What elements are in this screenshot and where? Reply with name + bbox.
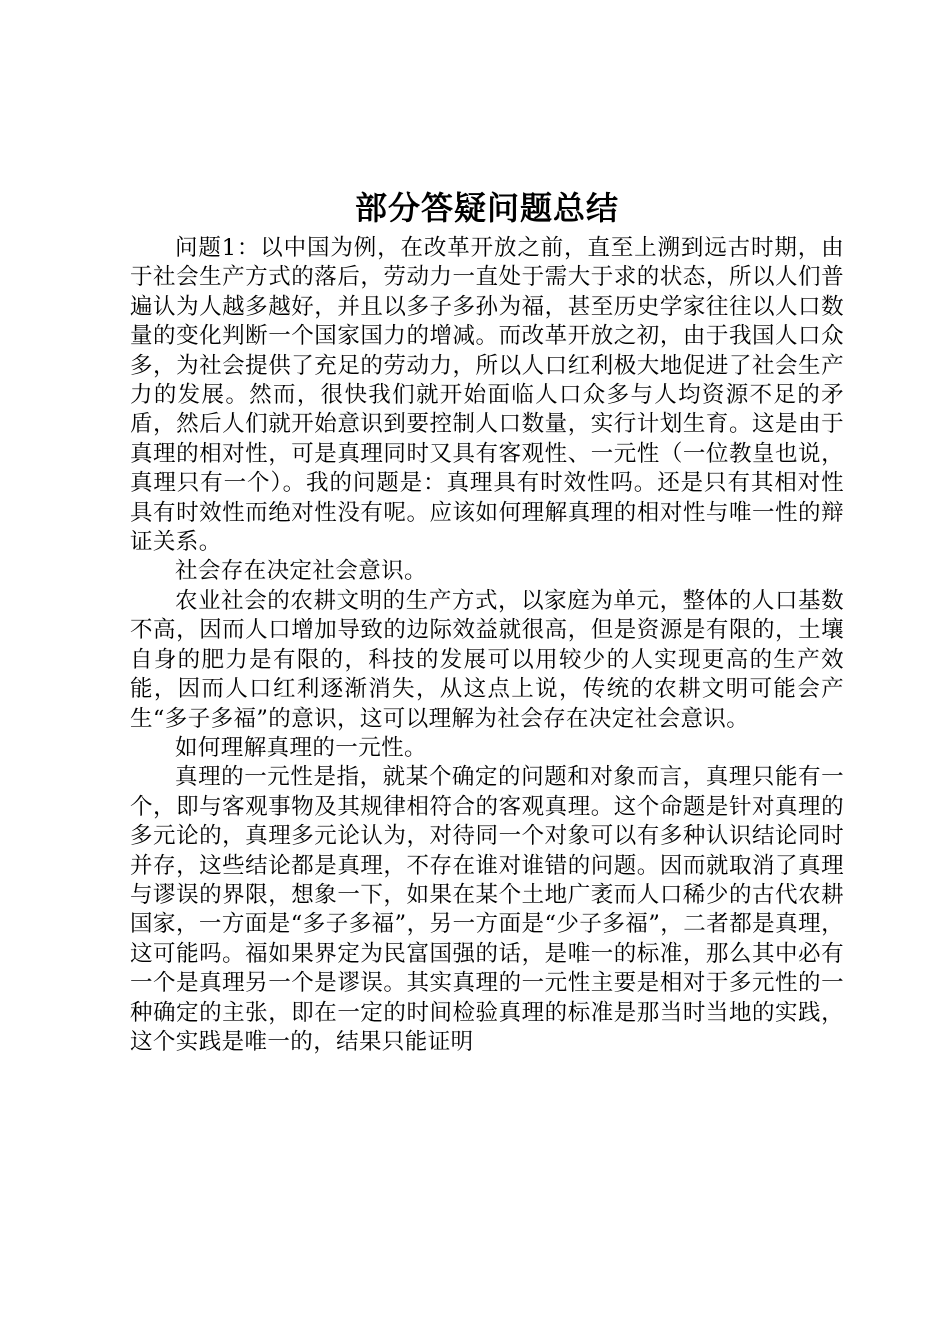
document-title: 部分答疑问题总结 (354, 189, 619, 227)
document-page (130, 188, 844, 1057)
paragraph-answer-heading: 社会存在决定社会意识。 (175, 558, 427, 585)
paragraph-answer-body: 农业社会的农耕文明的生产方式，以家庭为单元，整体的人口基数不高，因而人口增加导致的边际效益就很高，但是资源是有限的，土壤自身的肥力是有限的，科技的发展可以用较少的人实现更高的生产效能，因而人口红利逐渐消失，从这点上说，传统的农耕文明可能会产生“多子多福”的意识，这可以理解为社会存在决定社会意识。 (130, 587, 844, 732)
paragraph-question-1: 问题1：以中国为例，在改革开放之前，直至上溯到远古时期，由于社会生产方式的落后，劳动力一直处于需大于求的状态，所以人们普遍认为人越多越好，并且以多子多孙为福，甚至历史学家往往以人口数量的变化判断一个国家国力的增减。而改革开放之初，由于我国人口众多，为社会提供了充足的劳动力，所以人口红利极大地促进了社会生产力的发展。然而，很快我们就开始面临人口众多与人均资源不足的矛盾，然后人们就开始意识到要控制人口数量，实行计划生育。这是由于真理的相对性，可是真理同时又具有客观性、一元性（一位教皇也说，真理只有一个）。我的问题是：真理具有时效性吗。还是只有其相对性具有时效性而绝对性没有呢。应该如何理解真理的相对性与唯一性的辩证关系。 (130, 235, 844, 556)
paragraph-answer-2: 真理的一元性是指，就某个确定的问题和对象而言，真理只能有一个，即与客观事物及其规律相符合的客观真理。这个命题是针对真理的多元论的，真理多元论认为，对待同一个对象可以有多种认识结论同时并存，这些结论都是真理，不存在谁对谁错的问题。因而就取消了真理与谬误的界限，想象一下，如果在某个土地广袤而人口稀少的古代农耕国家，一方面是“多子多福”，另一方面是“少子多福”，二者都是真理，这可能吗。福如果界定为民富国强的话，是唯一的标准，那么其中必有一个是真理另一个是谬误。其实真理的一元性主要是相对于多元性的一种确定的主张，即在一定的时间检验真理的标准是那当时当地的实践，这个实践是唯一的，结果只能证明 (130, 764, 844, 1055)
paragraph-question-2: 如何理解真理的一元性。 (175, 734, 427, 761)
